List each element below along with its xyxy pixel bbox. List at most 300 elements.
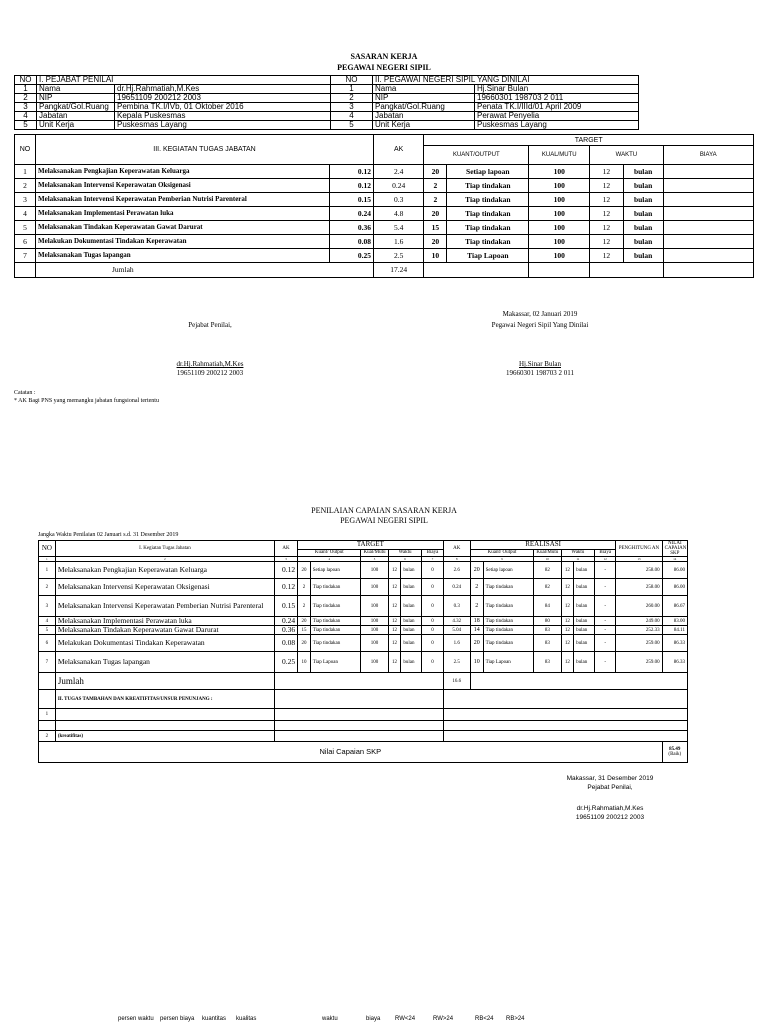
assessment-ak: 1.6 [443, 635, 470, 652]
assessment-real-q: 2 [470, 596, 483, 617]
assessment-ak: 4.32 [443, 617, 470, 626]
assessment-target-output: Tiap tindakan [310, 579, 361, 596]
task-header-row [15, 135, 754, 146]
identity-right-label: Unit Kerja [373, 121, 475, 130]
identity-row [15, 103, 639, 112]
task-no: 3 [15, 193, 36, 207]
identity-row [15, 112, 639, 121]
assessment-target-waktu: 12 [388, 617, 401, 626]
assessment-real-waktu-unit: bulan [574, 626, 595, 635]
task-ak: 0.24 [373, 179, 423, 193]
identity-left-no: 2 [15, 94, 37, 103]
assessment-real-mutu: 83 [534, 635, 561, 652]
assessment-name: Melaksanakan Tindakan Keperawatan Gawat Darurat [55, 626, 274, 635]
assessment-real-waktu: 12 [561, 596, 574, 617]
identity-right-no: 5 [331, 121, 373, 130]
assessment-tambahan-title: II. TUGAS TAMBAHAN DAN KREATIFITAS/UNSUR PENUNJANG : [55, 690, 274, 709]
task-header-target: TARGET [424, 135, 754, 146]
footer-item-kualitas: kualitas [236, 1016, 257, 1022]
assessment-nilai-desc: (Baik) [668, 752, 682, 757]
assessment-target-output: Tiap tindakan [310, 626, 361, 635]
assessment-row [39, 635, 688, 652]
assessment-penghitungan: 258.00 [616, 562, 662, 579]
assessment-nilai-value: 85.49 [669, 747, 681, 752]
assessment-target-waktu: 12 [388, 596, 401, 617]
assessment-target-waktu: 12 [388, 579, 401, 596]
assessment-real-biaya: - [595, 617, 616, 626]
assessment-real-waktu: 12 [561, 562, 574, 579]
assessment-real-mutu: 80 [534, 617, 561, 626]
task-waktu: 12 [590, 179, 624, 193]
identity-right-value: Penata TK.I/IIId/01 April 2009 [475, 103, 639, 112]
assessment-real-waktu: 12 [561, 652, 574, 673]
assessment-header-no: NO [39, 541, 56, 557]
assessment-target-biaya: 0 [422, 626, 443, 635]
identity-right-label: Pangkat/Gol.Ruang [373, 103, 475, 112]
assessment-real-q: 2 [470, 579, 483, 596]
task-ak: 1.6 [373, 235, 423, 249]
assessment-real-waktu-unit: bulan [574, 617, 595, 626]
identity-left-no: 3 [15, 103, 37, 112]
assessment-target-kual: Kual/Mutu [361, 549, 388, 556]
task-quantity: 20 [424, 207, 447, 221]
assessment-target-q: 10 [298, 652, 311, 673]
doc2-place-date: Makassar, 31 Desember 2019 [566, 775, 654, 782]
doc1-right-sign-name: Hj.Sinar Bulan [519, 360, 561, 368]
footer-item-rb-gt: RB>24 [506, 1016, 525, 1022]
task-row [15, 235, 754, 249]
assessment-target-q: 2 [298, 579, 311, 596]
assessment-real-q: 10 [470, 652, 483, 673]
task-header-waktu: WAKTU [590, 146, 663, 165]
identity-right-label: Nama [373, 85, 475, 94]
assessment-target-q: 15 [298, 626, 311, 635]
assessment-target-biaya: 0 [422, 562, 443, 579]
identity-left-value: Pembina TK.I/IVb, 01 Oktober 2016 [115, 103, 331, 112]
task-biaya [663, 207, 753, 221]
assessment-row [39, 579, 688, 596]
assessment-name: Melaksanakan Tugas lapangan [55, 652, 274, 673]
assessment-target-output: Tiap tindakan [310, 596, 361, 617]
assessment-ak: 2.6 [443, 562, 470, 579]
assessment-nilai: 83.00 [662, 617, 687, 626]
identity-left-value: Puskesmas Layang [115, 121, 331, 130]
task-row [15, 165, 754, 179]
task-factor: 0.12 [329, 165, 373, 179]
doc1-right-sign-title: Pegawai Negeri Sipil Yang Dinilai [491, 321, 589, 329]
task-output: Tiap Lapoan [447, 249, 529, 263]
task-jumlah-value: 17.24 [373, 263, 423, 278]
identity-table [14, 75, 639, 130]
footer-item-rw-gt: RW>24 [433, 1016, 454, 1022]
assessment-real-output: Tiap tindakan [483, 635, 534, 652]
assessment-real-mutu: 82 [534, 579, 561, 596]
assessment-factor: 0.15 [274, 596, 297, 617]
assessment-factor: 0.12 [274, 562, 297, 579]
assessment-target-mutu: 100 [361, 652, 388, 673]
task-ak: 0.3 [373, 193, 423, 207]
task-mutu: 100 [529, 193, 590, 207]
assessment-header-ak2: AK [443, 541, 470, 557]
assessment-real-waktu: 12 [561, 617, 574, 626]
task-quantity: 2 [424, 193, 447, 207]
assessment-no: 3 [39, 596, 56, 617]
assessment-kreatifitas-row [39, 731, 688, 742]
task-header-biaya: BIAYA [663, 146, 753, 165]
identity-right-no: 3 [331, 103, 373, 112]
task-name: Melaksanakan Intervensi Keperawatan Oksigenasi [35, 179, 329, 193]
doc1-title [0, 52, 768, 72]
assessment-real-waktu-unit: bulan [574, 596, 595, 617]
assessment-header-ak: AK [274, 541, 297, 557]
assessment-colnum: 13 [616, 557, 662, 562]
assessment-real-output: Tiap Lapoan [483, 652, 534, 673]
task-row [15, 207, 754, 221]
task-output: Tiap tindakan [447, 207, 529, 221]
assessment-target-q: 20 [298, 562, 311, 579]
task-body [15, 165, 754, 263]
assessment-name: Melaksanakan Intervensi Keperawatan Oksigenasi [55, 579, 274, 596]
assessment-target-waktu-unit: bulan [401, 635, 422, 652]
task-output: Tiap tindakan [447, 179, 529, 193]
identity-left-label: Unit Kerja [37, 121, 115, 130]
identity-right-no-header: NO [331, 76, 373, 85]
task-waktu-unit: bulan [623, 207, 663, 221]
assessment-real-biaya: - [595, 626, 616, 635]
assessment-real-q: 18 [470, 617, 483, 626]
assessment-penghitungan: 259.00 [616, 652, 662, 673]
assessment-real-biaya: - [595, 562, 616, 579]
footer-item-waktu: waktu [322, 1016, 338, 1022]
assessment-tambahan-no-1: 1 [39, 709, 56, 721]
assessment-target-waktu-unit: bulan [401, 626, 422, 635]
assessment-header-penghitungan: PENGHITUNG AN [616, 541, 662, 557]
task-mutu: 100 [529, 165, 590, 179]
assessment-real-waktu: 12 [561, 579, 574, 596]
assessment-target-output: Tiap Lapoan [310, 652, 361, 673]
doc2-sign-nip: 19651109 200212 2003 [575, 814, 645, 821]
assessment-real-output: Setiap lapoan [483, 562, 534, 579]
assessment-name: Melaksanakan Intervensi Keperawatan Pemberian Nutrisi Parenteral [55, 596, 274, 617]
assessment-colnum: 5 [361, 557, 388, 562]
task-factor: 0.15 [329, 193, 373, 207]
assessment-nilai: 84.11 [662, 626, 687, 635]
assessment-colnum: 4 [298, 557, 361, 562]
assessment-target-waktu-unit: bulan [401, 617, 422, 626]
task-quantity: 10 [424, 249, 447, 263]
doc1-note-title: Catatan : [14, 390, 36, 396]
task-header-no: NO [15, 135, 36, 165]
task-output: Tiap tindakan [447, 193, 529, 207]
assessment-nilai-cell [662, 742, 687, 763]
task-mutu: 100 [529, 207, 590, 221]
assessment-name: Melakukan Dokumentasi Tindakan Keperawatan [55, 635, 274, 652]
assessment-real-biaya: Biaya [595, 549, 616, 556]
assessment-no: 1 [39, 562, 56, 579]
footer-item-rb-lt: RB<24 [475, 1016, 494, 1022]
assessment-colnum: 9 [470, 557, 533, 562]
assessment-target-biaya: 0 [422, 596, 443, 617]
identity-left-no-header: NO [15, 76, 37, 85]
assessment-colnum: 7 [422, 557, 443, 562]
assessment-colnum: 2 [55, 557, 274, 562]
assessment-header-target: TARGET [298, 541, 443, 550]
assessment-no: 7 [39, 652, 56, 673]
assessment-nilai: 86.00 [662, 579, 687, 596]
footer-item-rw-lt: RW<24 [395, 1016, 416, 1022]
task-waktu-unit: bulan [623, 221, 663, 235]
assessment-nilai-row [39, 742, 688, 763]
task-name: Melakukan Dokumentasi Tindakan Keperawatan [35, 235, 329, 249]
task-row [15, 221, 754, 235]
task-name: Melaksanakan Intervensi Keperawatan Pemberian Nutrisi Parenteral [35, 193, 329, 207]
assessment-tambahan-row [39, 690, 688, 709]
task-waktu-unit: bulan [623, 165, 663, 179]
task-waktu-unit: bulan [623, 193, 663, 207]
assessment-ak: 0.24 [443, 579, 470, 596]
identity-right-no: 4 [331, 112, 373, 121]
task-quantity: 2 [424, 179, 447, 193]
assessment-real-biaya: - [595, 635, 616, 652]
assessment-real-q: 20 [470, 635, 483, 652]
assessment-target-mutu: 100 [361, 562, 388, 579]
assessment-colnum: 10 [534, 557, 561, 562]
footer-bar [0, 1016, 768, 1024]
assessment-target-biaya: 0 [422, 652, 443, 673]
assessment-target-waktu-unit: bulan [401, 579, 422, 596]
assessment-target-biaya: Biaya [422, 549, 443, 556]
task-mutu: 100 [529, 235, 590, 249]
assessment-target-biaya: 0 [422, 617, 443, 626]
assessment-header-kegiatan: I. Kegiatan Tugas Jabatan [55, 541, 274, 557]
assessment-penghitungan: 259.00 [616, 635, 662, 652]
assessment-ak: 0.3 [443, 596, 470, 617]
assessment-target-output: Setiap lapoan [310, 562, 361, 579]
doc1-place-date: Makassar, 02 Januari 2019 [502, 310, 578, 318]
doc1-title-line1: SASARAN KERJA [350, 52, 418, 61]
task-biaya [663, 249, 753, 263]
assessment-ak: 2.5 [443, 652, 470, 673]
identity-row [15, 94, 639, 103]
task-waktu-unit: bulan [623, 179, 663, 193]
task-output: Tiap tindakan [447, 235, 529, 249]
assessment-real-q: 14 [470, 626, 483, 635]
task-ak: 2.4 [373, 165, 423, 179]
assessment-colnum: 3 [274, 557, 297, 562]
assessment-target-output: Tiap tindakan [310, 635, 361, 652]
task-output: Setiap lapoan [447, 165, 529, 179]
assessment-row [39, 626, 688, 635]
doc2-sign-title: Pejabat Penilai, [587, 784, 633, 791]
identity-right-value: Perawat Penyelia [475, 112, 639, 121]
doc1-right-sign-nip: 19660301 198703 2 011 [506, 369, 574, 377]
task-factor: 0.24 [329, 207, 373, 221]
footer-item-kuantitas: kuantitas [202, 1016, 227, 1022]
task-waktu-unit: bulan [623, 249, 663, 263]
task-biaya [663, 221, 753, 235]
assessment-real-output: Tiap tindakan [483, 596, 534, 617]
identity-right-title: II. PEGAWAI NEGERI SIPIL YANG DINILAI [373, 76, 639, 85]
assessment-jumlah-ak: 16.6 [443, 673, 470, 690]
identity-body [15, 85, 639, 130]
assessment-real-waktu-unit: bulan [574, 579, 595, 596]
task-waktu: 12 [590, 221, 624, 235]
identity-row [15, 85, 639, 94]
assessment-target-waktu-unit: bulan [401, 596, 422, 617]
assessment-real-biaya: - [595, 596, 616, 617]
task-no: 7 [15, 249, 36, 263]
assessment-tambahan-row-blank [39, 721, 688, 731]
identity-row [15, 121, 639, 130]
assessment-real-waktu: 12 [561, 626, 574, 635]
assessment-colnum: 6 [388, 557, 422, 562]
assessment-target-biaya: 0 [422, 579, 443, 596]
assessment-header-nilai: NILAI CAPAIAN SKP [662, 541, 687, 557]
identity-right-no: 1 [331, 85, 373, 94]
task-row [15, 179, 754, 193]
task-no: 6 [15, 235, 36, 249]
assessment-row [39, 617, 688, 626]
assessment-target-waktu-unit: bulan [401, 652, 422, 673]
assessment-real-mutu: 83 [534, 652, 561, 673]
identity-left-value: 19651109 200212 2003 [115, 94, 331, 103]
doc2-title-line1: PENILAIAN CAPAIAN SASARAN KERJA [311, 506, 457, 515]
doc1-title-line2: PEGAWAI NEGERI SIPIL [337, 63, 431, 72]
task-ak: 2.5 [373, 249, 423, 263]
assessment-target-mutu: 100 [361, 596, 388, 617]
assessment-real-output: Tiap tindakan [483, 626, 534, 635]
assessment-name: Melaksanakan Implementasi Perawatan luka [55, 617, 274, 626]
identity-left-value: dr.Hj.Rahmatiah,M.Kes [115, 85, 331, 94]
assessment-row [39, 596, 688, 617]
assessment-factor: 0.25 [274, 652, 297, 673]
task-table [14, 134, 754, 278]
task-header-title: III. KEGIATAN TUGAS JABATAN [35, 135, 373, 165]
assessment-factor: 0.24 [274, 617, 297, 626]
identity-left-no: 4 [15, 112, 37, 121]
footer-item-biaya: biaya [366, 1016, 381, 1022]
assessment-nilai: 86.33 [662, 635, 687, 652]
assessment-colnum: 12 [595, 557, 616, 562]
identity-right-value: Puskesmas Layang [475, 121, 639, 130]
assessment-colnum: 8 [443, 557, 470, 562]
assessment-target-biaya: 0 [422, 635, 443, 652]
assessment-target-waktu: 12 [388, 562, 401, 579]
assessment-real-biaya: - [595, 652, 616, 673]
doc2-title [0, 506, 768, 525]
footer-item-persen-biaya: persen biaya [160, 1016, 195, 1022]
assessment-factor: 0.08 [274, 635, 297, 652]
task-factor: 0.12 [329, 179, 373, 193]
assessment-target-waktu: 12 [388, 626, 401, 635]
task-header-ak: AK [373, 135, 423, 165]
assessment-target-waktu: Waktu [388, 549, 422, 556]
task-waktu: 12 [590, 193, 624, 207]
identity-right-value: Hj.Sinar Bulan [475, 85, 639, 94]
identity-right-label: Jabatan [373, 112, 475, 121]
assessment-real-waktu-unit: bulan [574, 652, 595, 673]
assessment-target-waktu: 12 [388, 652, 401, 673]
task-waktu: 12 [590, 207, 624, 221]
assessment-no: 4 [39, 617, 56, 626]
assessment-kreatifitas: (kreatifitas) [55, 731, 274, 742]
doc2-period: Jangka Waktu Penilaian 02 Januari s.d. 31 Desember 2019 [38, 532, 179, 538]
footer-item-persen-waktu: persen waktu [118, 1016, 154, 1022]
assessment-real-output: Tiap tindakan [483, 579, 534, 596]
assessment-target-q: 2 [298, 596, 311, 617]
assessment-real-waktu-unit: bulan [574, 635, 595, 652]
identity-left-title: I. PEJABAT PENILAI [37, 76, 331, 85]
task-waktu: 12 [590, 235, 624, 249]
assessment-penghitungan: 252.33 [616, 626, 662, 635]
task-no: 1 [15, 165, 36, 179]
task-waktu: 12 [590, 165, 624, 179]
doc1-left-sign-nip: 19651109 200212 2003 [176, 369, 244, 377]
doc1-left-sign-name: dr.Hj.Rahmatiah,M.Kes [176, 360, 244, 368]
assessment-penghitungan: 258.00 [616, 579, 662, 596]
doc1-note-text: * AK Bagi PNS yang memangku jabatan fungsional tertentu [14, 398, 159, 404]
assessment-tambahan-no-2: 2 [39, 731, 56, 742]
task-jumlah-label: Jumlah [35, 263, 373, 278]
task-biaya [663, 193, 753, 207]
assessment-penghitungan: 249.00 [616, 617, 662, 626]
assessment-header-realisasi: REALISASI [470, 541, 615, 550]
task-mutu: 100 [529, 179, 590, 193]
task-factor: 0.25 [329, 249, 373, 263]
assessment-target-mutu: 100 [361, 626, 388, 635]
identity-left-value: Kepala Puskesmas [115, 112, 331, 121]
assessment-target-mutu: 100 [361, 617, 388, 626]
assessment-real-output: Tiap tindakan [483, 617, 534, 626]
task-biaya [663, 165, 753, 179]
assessment-no: 2 [39, 579, 56, 596]
task-factor: 0.36 [329, 221, 373, 235]
assessment-nilai: 86.67 [662, 596, 687, 617]
assessment-real-biaya: - [595, 579, 616, 596]
assessment-name: Melaksanakan Pengkajian Keperawatan Keluarga [55, 562, 274, 579]
assessment-nilai: 86.33 [662, 652, 687, 673]
identity-left-no: 5 [15, 121, 37, 130]
task-header-kuant: KUANT/OUTPUT [424, 146, 529, 165]
assessment-nilai-label: Nilai Capaian SKP [39, 742, 663, 763]
assessment-target-waktu: 12 [388, 635, 401, 652]
assessment-real-kuant: Kuant/ Output [470, 549, 533, 556]
task-header-kual: KUAL/MUTU [529, 146, 590, 165]
assessment-real-waktu: 12 [561, 635, 574, 652]
task-ak: 4.8 [373, 207, 423, 221]
task-factor: 0.08 [329, 235, 373, 249]
assessment-real-waktu-unit: bulan [574, 562, 595, 579]
identity-left-label: Jabatan [37, 112, 115, 121]
assessment-row [39, 652, 688, 673]
task-quantity: 20 [424, 165, 447, 179]
assessment-factor: 0.36 [274, 626, 297, 635]
assessment-real-mutu: 83 [534, 626, 561, 635]
assessment-body [39, 562, 688, 673]
assessment-target-kuant: Kuant/ Output [298, 549, 361, 556]
task-waktu: 12 [590, 249, 624, 263]
assessment-target-q: 20 [298, 617, 311, 626]
doc1-left-sign-title: Pejabat Penilai, [188, 321, 232, 329]
assessment-header-row [39, 541, 688, 550]
assessment-colnum: 1 [39, 557, 56, 562]
task-biaya [663, 235, 753, 249]
assessment-jumlah-row [39, 673, 688, 690]
assessment-target-output: Tiap tindakan [310, 617, 361, 626]
identity-right-label: NIP [373, 94, 475, 103]
assessment-real-q: 20 [470, 562, 483, 579]
identity-left-label: Pangkat/Gol.Ruang [37, 103, 115, 112]
